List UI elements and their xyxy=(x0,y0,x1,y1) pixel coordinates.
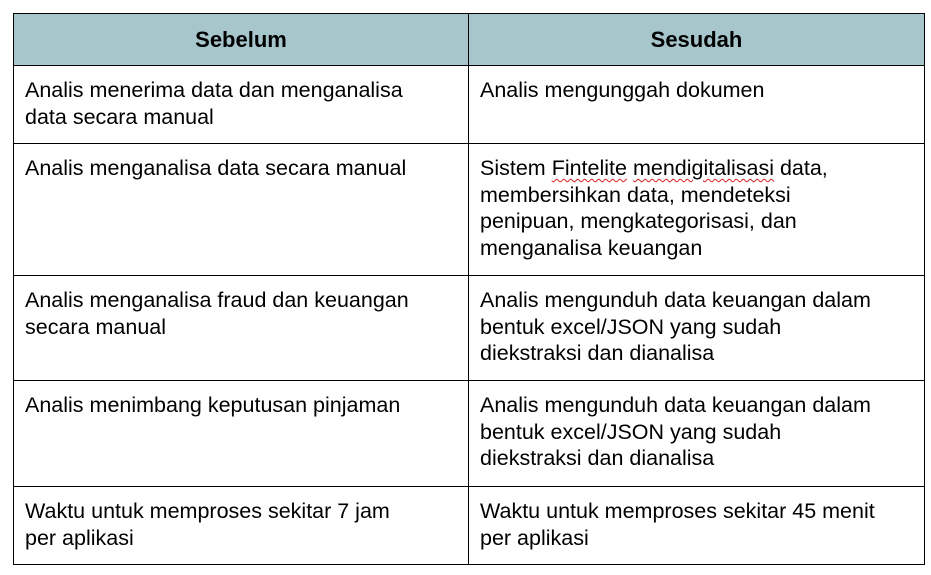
table-row xyxy=(14,276,925,381)
header-sesudah: Sesudah xyxy=(469,14,925,66)
cell-before-text: Analis menganalisa data secara manual xyxy=(25,156,407,180)
cell-after xyxy=(469,66,925,144)
cell-before xyxy=(14,144,469,276)
cell-after xyxy=(469,381,925,487)
cell-after xyxy=(469,487,925,565)
cell-before-text: Waktu untuk memproses sekitar 7 jam per aplikasi xyxy=(25,499,390,550)
table-header-row xyxy=(14,14,925,66)
text-segment: Sistem xyxy=(480,156,552,180)
header-sebelum: Sebelum xyxy=(14,14,469,66)
table-row xyxy=(14,487,925,565)
cell-after-text: Analis mengunduh data keuangan dalam bentuk excel/JSON yang sudah diekstraksi dan dianalisa xyxy=(480,288,871,365)
cell-before-text: Analis menimbang keputusan pinjaman xyxy=(25,393,401,417)
spellcheck-word: Fintelite xyxy=(551,156,627,180)
cell-before xyxy=(14,381,469,487)
text-segment: data, membersihkan data, mendeteksi penipuan, mengkategorisasi, dan menganalisa keuangan xyxy=(480,156,828,260)
cell-after xyxy=(469,276,925,381)
cell-before-text: Analis menerima data dan menganalisa data secara manual xyxy=(25,78,403,129)
cell-before xyxy=(14,66,469,144)
cell-after xyxy=(469,144,925,276)
cell-after-text: Waktu untuk memproses sekitar 45 menit per aplikasi xyxy=(480,499,875,550)
cell-before-text: Analis menganalisa fraud dan keuangan secara manual xyxy=(25,288,409,339)
table-row xyxy=(14,381,925,487)
table-row xyxy=(14,66,925,144)
cell-before xyxy=(14,276,469,381)
cell-after-text: Analis mengunduh data keuangan dalam bentuk excel/JSON yang sudah diekstraksi dan dianalisa xyxy=(480,393,871,470)
comparison-table xyxy=(13,13,925,565)
table-row xyxy=(14,144,925,276)
cell-before xyxy=(14,487,469,565)
cell-after-text: Analis mengunggah dokumen xyxy=(480,78,765,102)
cell-after-text xyxy=(469,144,924,271)
spellcheck-word: mendigitalisasi xyxy=(632,156,774,180)
